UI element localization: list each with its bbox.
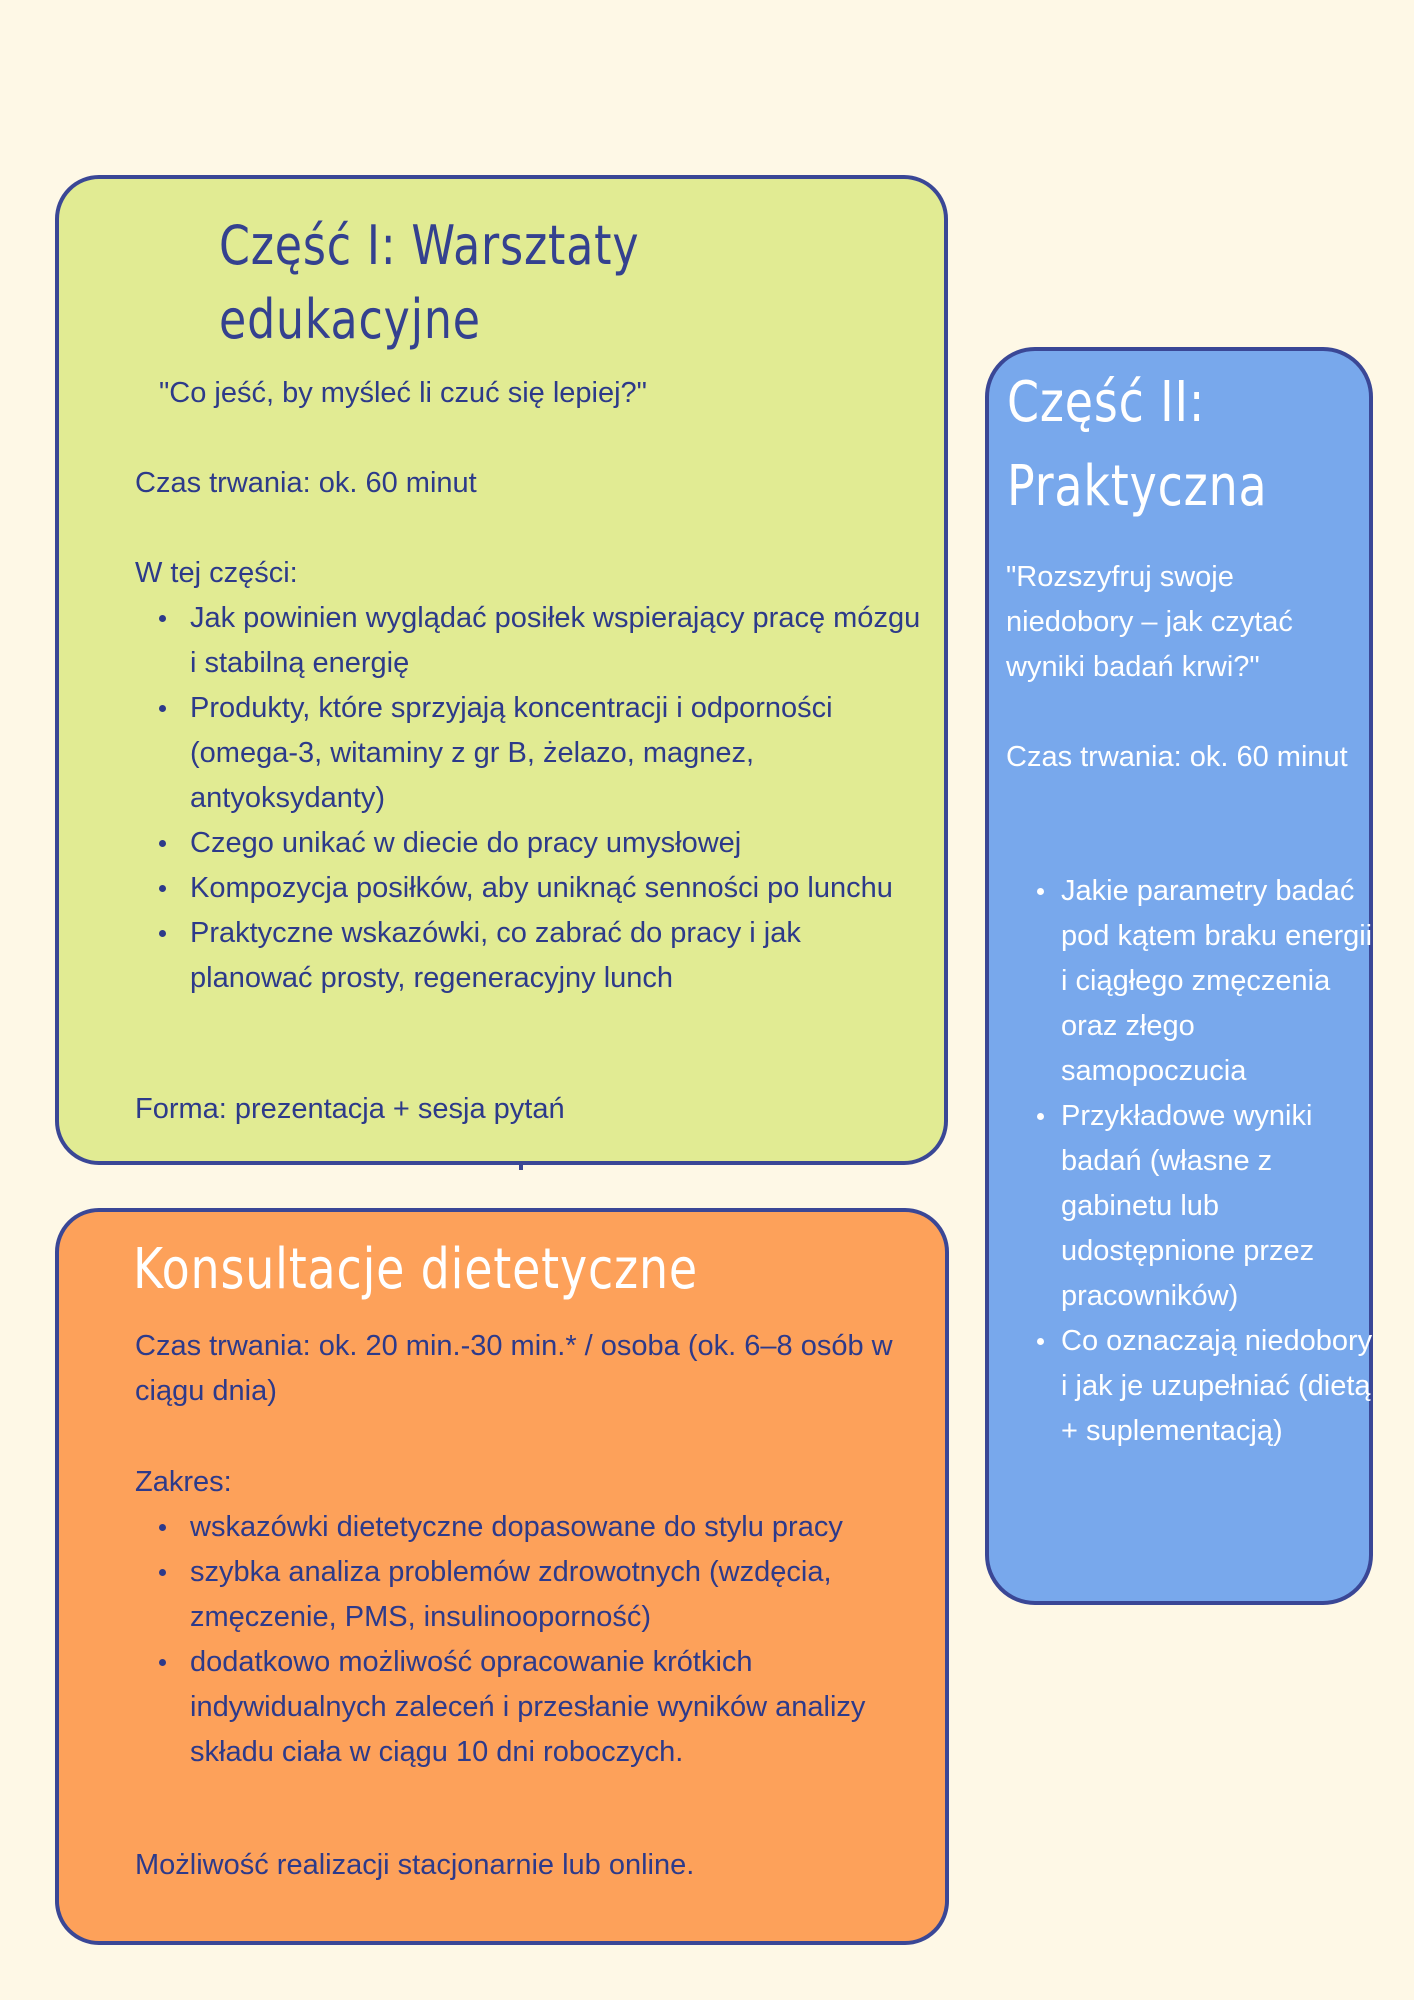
list-item: [135, 821, 925, 866]
list-item-text: Produkty, które sprzyjają koncentracji i odporności (omega-3, witaminy z gr B, żelazo, magnez, antyoksydanty): [190, 692, 833, 814]
bullet-icon: [1037, 1113, 1044, 1120]
bullet-icon: [1037, 888, 1044, 895]
bullet-icon: [159, 1569, 166, 1576]
list-item-text: Co oznaczają niedobory i jak je uzupełniać (dietą + suplementacją): [1061, 1325, 1373, 1447]
workshop-form: Forma: prezentacja + sesja pytań: [135, 1093, 565, 1125]
workshop-title: [219, 209, 639, 357]
bullet-icon: [159, 615, 166, 622]
bullet-icon: [159, 930, 166, 937]
bullet-icon: [1037, 1338, 1044, 1345]
practical-title-line2: Praktyczna: [1007, 454, 1268, 519]
workshop-topics-list: [135, 596, 925, 1001]
bullet-icon: [159, 705, 166, 712]
practical-title-line1: Część II:: [1007, 370, 1206, 435]
list-item-text: Praktyczne wskazówki, co zabrać do pracy i jak planować prosty, regeneracyjny lunch: [190, 917, 801, 994]
workshop-intro: W tej części:: [135, 557, 298, 589]
list-item-text: Jak powinien wyglądać posiłek wspierający pracę mózgu i stabilną energię: [190, 602, 921, 679]
list-item: [135, 1640, 935, 1775]
list-item: [135, 686, 925, 821]
bullet-icon: [159, 885, 166, 892]
bullet-icon: [159, 1659, 166, 1666]
list-item-text: szybka analiza problemów zdrowotnych (wzdęcia, zmęczenie, PMS, insulinooporność): [190, 1556, 832, 1633]
list-item-text: dodatkowo możliwość opracowanie krótkich indywidualnych zaleceń i przesłanie wyników analizy składu ciała w ciągu 10 dni roboczych.: [190, 1646, 866, 1768]
practical-title: [1007, 361, 1267, 529]
list-item: [135, 1550, 935, 1640]
workshop-duration: Czas trwania: ok. 60 minut: [135, 467, 477, 499]
workshop-title-line2: edukacyjne: [219, 288, 481, 351]
list-item: [1006, 869, 1374, 1094]
practical-duration: Czas trwania: ok. 60 minut: [1006, 741, 1348, 773]
list-item-text: Jakie parametry badać pod kątem braku energii i ciągłego zmęczenia oraz złego samopoczucia: [1061, 875, 1373, 1087]
list-item: [1006, 1094, 1374, 1319]
bullet-icon: [159, 1524, 166, 1531]
consultation-scope-list: [135, 1505, 935, 1775]
consultation-card: [55, 1208, 949, 1945]
list-item: [135, 911, 925, 1001]
list-item-text: Kompozycja posiłków, aby uniknąć senności po lunchu: [190, 872, 893, 904]
consultation-scope-label: Zakres:: [135, 1466, 232, 1498]
practical-topics-list: [1006, 869, 1374, 1454]
list-item-text: Przykładowe wyniki badań (własne z gabinetu lub udostępnione przez pracowników): [1061, 1100, 1315, 1312]
decorative-mark: [519, 1165, 523, 1170]
consultation-note: Możliwość realizacji stacjonarnie lub online.: [135, 1849, 695, 1881]
workshop-card: [55, 175, 948, 1165]
list-item: [1006, 1319, 1374, 1454]
consultation-duration: Czas trwania: ok. 20 min.-30 min.* / osoba (ok. 6–8 osób w ciągu dnia): [135, 1330, 893, 1407]
workshop-quote: "Co jeść, by myśleć li czuć się lepiej?": [159, 377, 647, 409]
consultation-title: Konsultacje dietetyczne: [133, 1237, 698, 1302]
bullet-icon: [159, 840, 166, 847]
list-item: [135, 596, 925, 686]
workshop-title-line1: Część I: Warsztaty: [219, 214, 640, 277]
list-item: [135, 1505, 935, 1550]
practical-card: [985, 347, 1373, 1605]
list-item-text: Czego unikać w diecie do pracy umysłowej: [190, 827, 742, 859]
practical-quote: "Rozszyfruj swoje niedobory – jak czytać wyniki badań krwi?": [1006, 561, 1293, 683]
list-item: [135, 866, 925, 911]
list-item-text: wskazówki dietetyczne dopasowane do stylu pracy: [190, 1511, 843, 1543]
